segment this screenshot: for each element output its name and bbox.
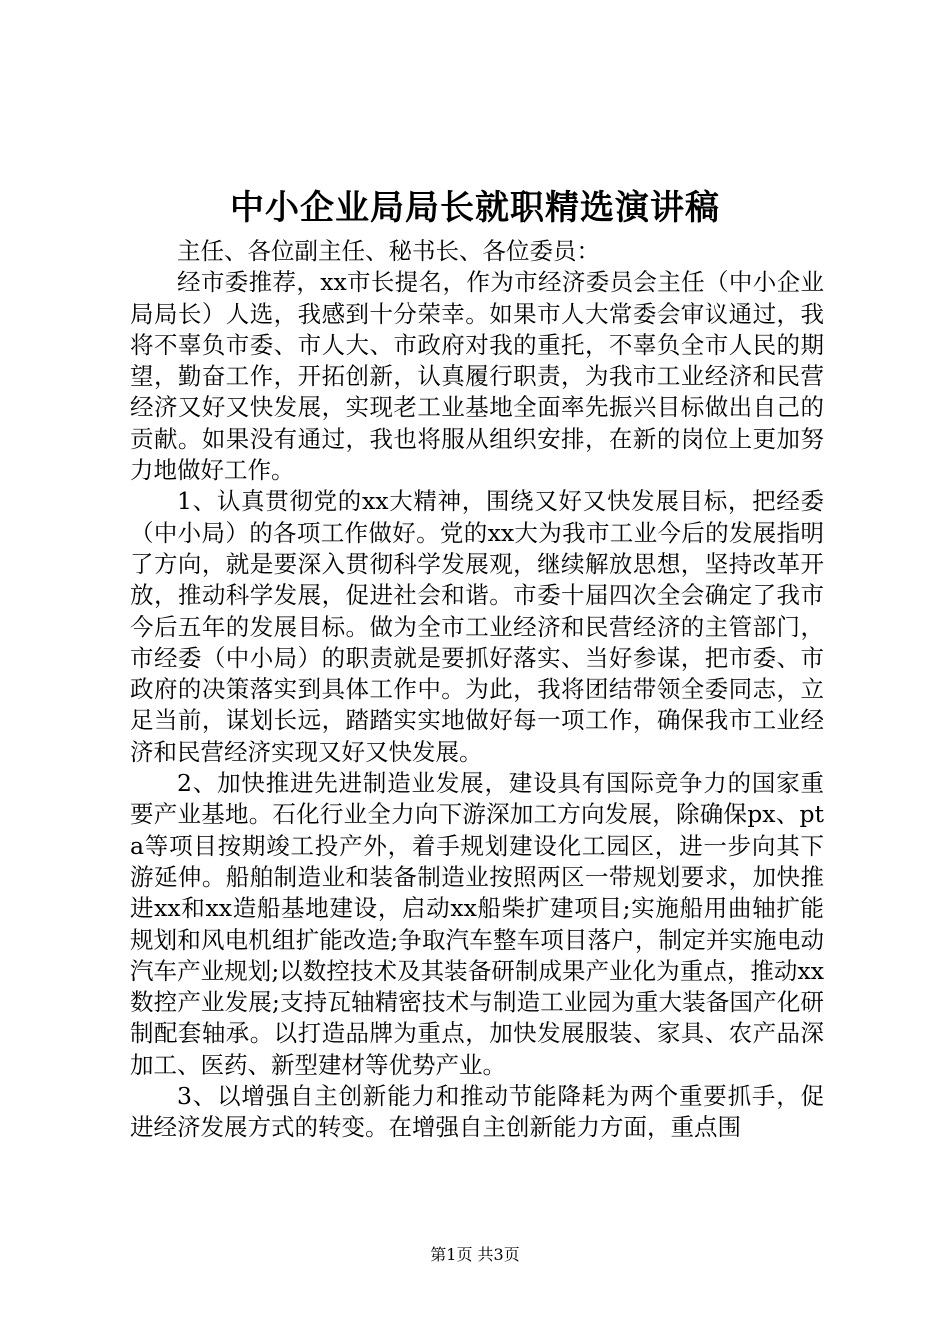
salutation-paragraph: 主任、各位副主任、秘书长、各位委员： [177, 237, 600, 265]
document-title: 中小企业局局长就职精选演讲稿 [230, 188, 720, 228]
point-3-paragraph: 3、以增强自主创新能力和推动节能降耗为两个重要抓手，促进经济发展方式的转变。在增强自主创新能力方面，重点围 [130, 1082, 824, 1142]
intro-paragraph: 经市委推荐，xx市长提名，作为市经济委员会主任（中小企业局局长）人选，我感到十分荣幸。如果市人大常委会审议通过，我将不辜负市委、市人大、市政府对我的重托，不辜负全市人民的期望，勤奋工作，开拓创新，认真履行职责，为我市工业经济和民营经济又好又快发展，实现老工业基地全面率先振兴目标做出自己的贡献。如果没有通过，我也将服从组织安排，在新的岗位上更加努力地做好工作。 [130, 268, 824, 485]
point-1-paragraph: 1、认真贯彻党的xx大精神，围绕又好又快发展目标，把经委（中小局）的各项工作做好。党的xx大为我市工业今后的发展指明了方向，就是要深入贯彻科学发展观，继续解放思想，坚持改革开放，推动科学发展，促进社会和谐。市委十届四次全会确定了我市今后五年的发展目标。做为全市工业经济和民营经济的主管部门，市经委（中小局）的职责就是要抓好落实、当好参谋，把市委、市政府的决策落实到具体工作中。为此，我将团结带领全委同志，立足当前，谋划长远，踏踏实实地做好每一项工作，确保我市工业经济和民营经济实现又好又快发展。 [130, 487, 824, 766]
page-number-footer: 第1页 共3页 [430, 1245, 520, 1264]
point-2-paragraph: 2、加快推进先进制造业发展，建设具有国际竞争力的国家重要产业基地。石化行业全力向下游深加工方向发展，除确保px、pta等项目按期竣工投产外，着手规划建设化工园区，进一步向其下游延伸。船舶制造业和装备制造业按照两区一带规划要求，加快推进xx和xx造船基地建设，启动xx船柴扩建项目;实施船用曲轴扩能规划和风电机组扩能改造;争取汽车整车项目落户，制定并实施电动汽车产业规划;以数控技术及其装备研制成果产业化为重点，推动xx数控产业发展;支持瓦轴精密技术与制造工业园为重大装备国产化研制配套轴承。以打造品牌为重点，加快发展服装、家具、农产品深加工、医药、新型建材等优势产业。 [130, 769, 824, 1079]
document-body [130, 236, 824, 1144]
